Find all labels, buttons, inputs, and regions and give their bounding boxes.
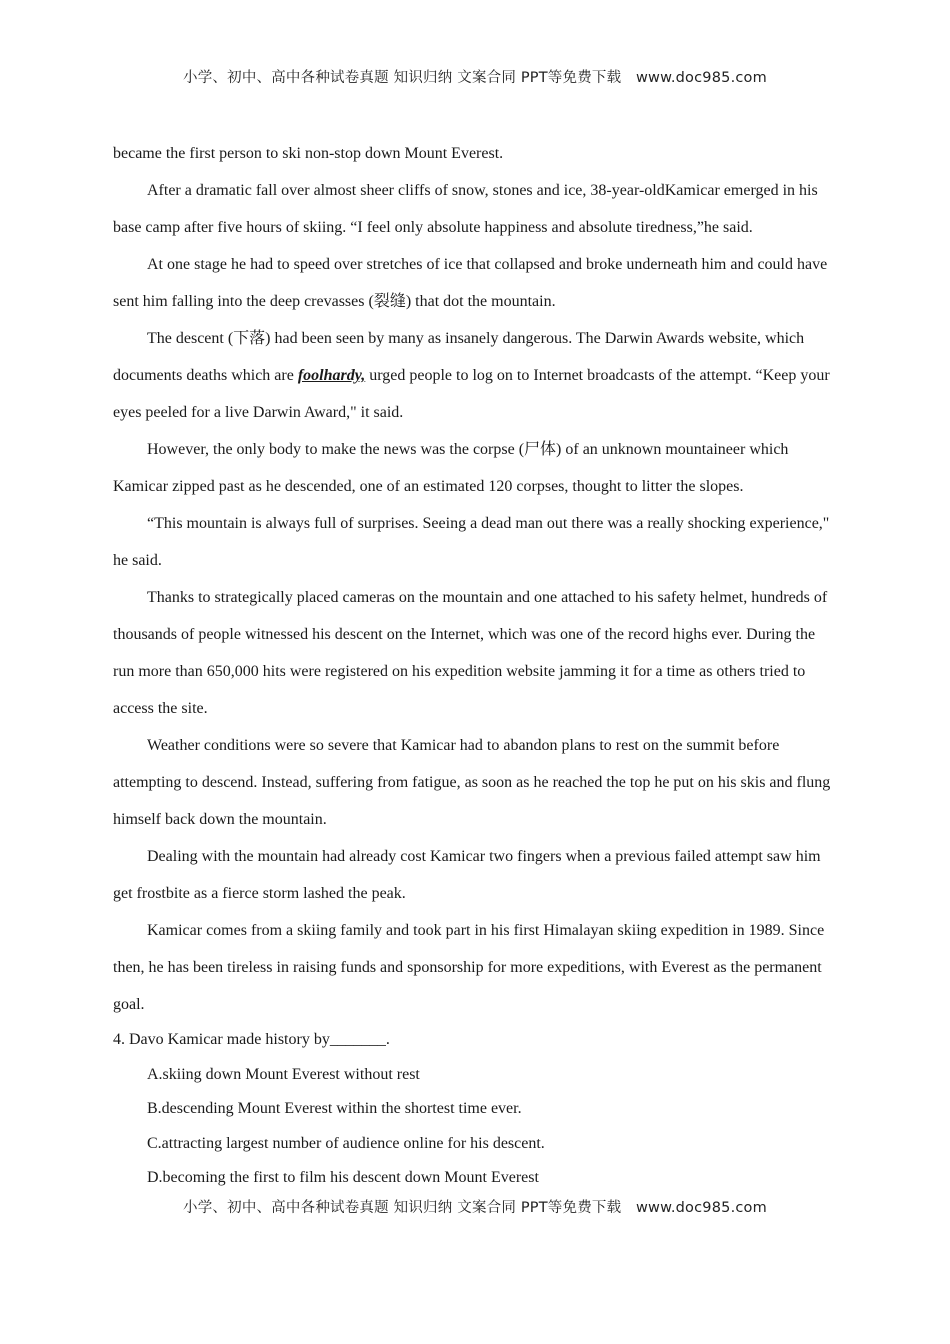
keyword-highlight: foolhardy,: [297, 367, 366, 384]
paragraph: Weather conditions were so severe that Kamicar had to abandon plans to rest on the summit before attempting to descend. Instead, suffering from fatigue, as soon as he reached the top he put on his skis and flung himself back down the mountain.: [113, 737, 831, 828]
question-stem: 4. Davo Kamicar made history by_______.: [113, 1031, 390, 1048]
page-header: 小学、初中、高中各种试卷真题 知识归纳 文案合同 PPT等免费下载 www.doc985.com: [183, 70, 767, 86]
paragraph: Dealing with the mountain had already cost Kamicar two fingers when a previous failed attempt saw him get frostbite as a fierce storm lashed the peak.: [113, 848, 821, 902]
answer-option-b: B.descending Mount Everest within the shortest time ever.: [147, 1100, 522, 1117]
paragraph-text: The descent (下落) had been seen by many as insanely dangerous. The Darwin Awards website, which documents deaths which are: [113, 330, 805, 384]
paragraph: After a dramatic fall over almost sheer cliffs of snow, stones and ice, 38-year-oldKamicar emerged in his base camp after five hours of skiing. “I feel only absolute happiness and absolute tiredness,”he said.: [113, 182, 818, 236]
paragraph: Thanks to strategically placed cameras on the mountain and one attached to his safety helmet, hundreds of thousands of people witnessed his descent on the Internet, which was one of the record highs ever. During the run more than 650,000 hits were registered on his expedition website jamming it for a time as others tried to access the site.: [113, 589, 828, 717]
paragraph: At one stage he had to speed over stretches of ice that collapsed and broke underneath him and could have sent him falling into the deep crevasses (裂缝) that dot the mountain.: [113, 256, 828, 310]
paragraph-continued: became the first person to ski non-stop down Mount Everest.: [113, 145, 504, 162]
paragraph: “This mountain is always full of surprises. Seeing a dead man out there was a really shocking experience," he said.: [113, 515, 830, 569]
page-footer: 小学、初中、高中各种试卷真题 知识归纳 文案合同 PPT等免费下载 www.doc985.com: [183, 1200, 767, 1216]
article-body: [113, 135, 837, 1196]
paragraph: However, the only body to make the news was the corpse (尸体) of an unknown mountaineer which Kamicar zipped past as he descended, one of an estimated 120 corpses, thought to litter the slopes.: [113, 441, 789, 495]
answer-option-d: D.becoming the first to film his descent down Mount Everest: [147, 1169, 539, 1186]
paragraph: Kamicar comes from a skiing family and took part in his first Himalayan skiing expedition in 1989. Since then, he has been tireless in raising funds and sponsorship for more expeditions, with Everest as the permanent goal.: [113, 922, 825, 1013]
answer-option-a: A.skiing down Mount Everest without rest: [147, 1065, 420, 1083]
paragraph: [113, 320, 837, 431]
answer-option-c: C.attracting largest number of audience online for his descent.: [147, 1134, 545, 1152]
paragraph-text: urged people to log on to Internet broadcasts of the attempt. “Keep your eyes peeled for a live Darwin Award," it said.: [113, 367, 830, 421]
